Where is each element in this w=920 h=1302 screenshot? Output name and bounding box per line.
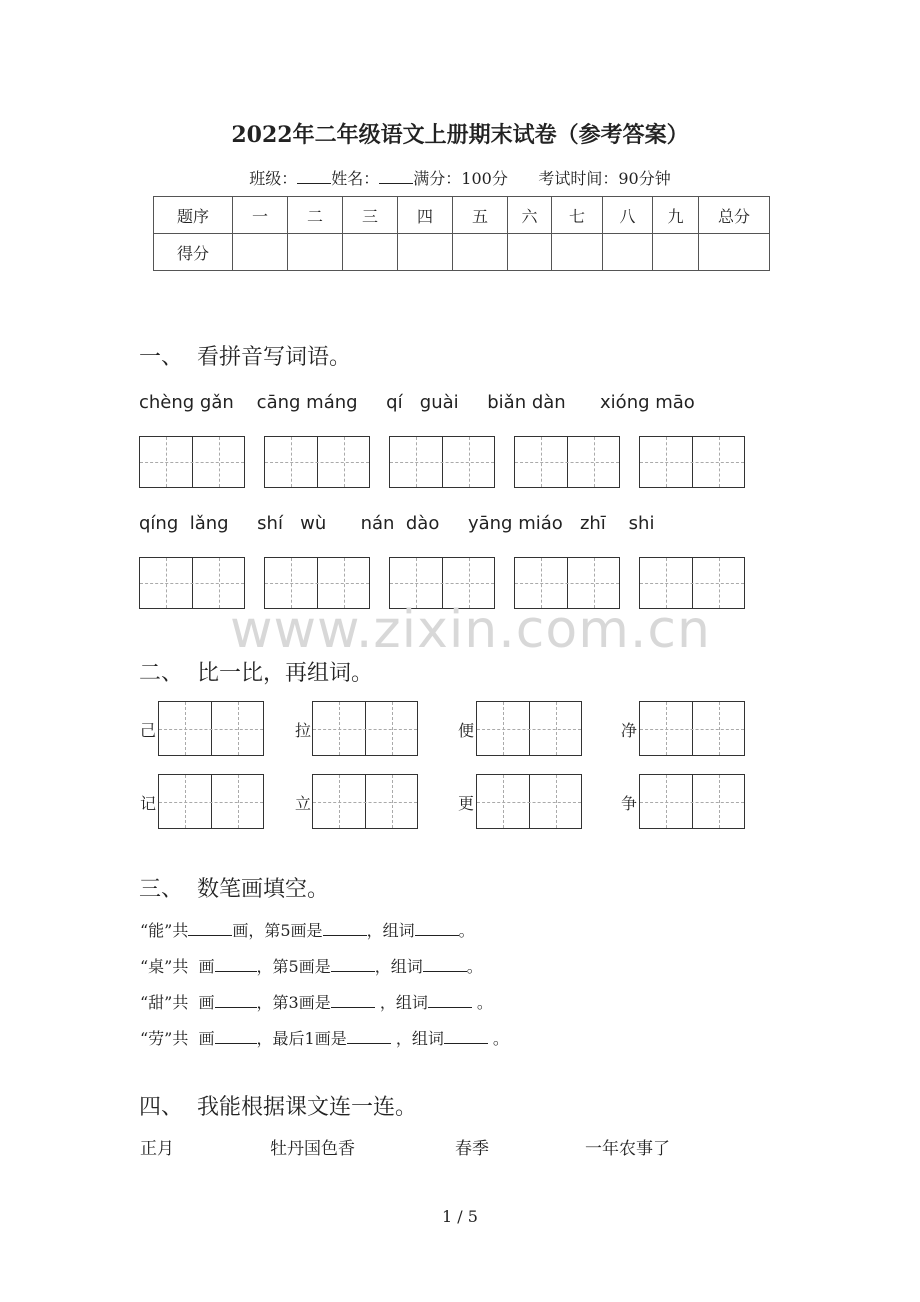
score-cell[interactable] (398, 234, 453, 271)
stroke-question (140, 1026, 509, 1049)
writing-grid[interactable] (139, 436, 245, 488)
answer-blank[interactable] (444, 1031, 488, 1044)
answer-blank[interactable] (423, 959, 467, 972)
score-table (153, 196, 770, 271)
writing-grid[interactable] (312, 701, 418, 756)
stroke-question (140, 990, 493, 1013)
score-cell[interactable] (343, 234, 398, 271)
writing-grid[interactable] (639, 436, 745, 488)
question-text: ，组词 (374, 957, 423, 976)
writing-grid[interactable] (514, 436, 620, 488)
question-text: “桌”共 画 (140, 957, 215, 976)
question-text: “能”共 (140, 921, 189, 940)
page-number: 1 / 5 (442, 1207, 478, 1226)
stroke-question (140, 918, 475, 941)
stroke-question (140, 954, 483, 977)
question-text: ，组词 (366, 921, 415, 940)
answer-blank[interactable] (331, 959, 375, 972)
score-header-cell: 六 (508, 197, 552, 234)
writing-grid[interactable] (264, 436, 370, 488)
answer-blank[interactable] (188, 923, 232, 936)
score-header-cell: 总分 (699, 197, 770, 234)
score-header-cell: 五 (453, 197, 508, 234)
section2-heading: 二、 比一比，再组词。 (139, 661, 373, 686)
match-item: 春季 (455, 1139, 489, 1159)
score-header-cell: 四 (398, 197, 453, 234)
score-cell[interactable] (288, 234, 343, 271)
compare-char: 记 (140, 794, 157, 813)
score-cell[interactable] (453, 234, 508, 271)
writing-grid[interactable] (158, 774, 264, 829)
section4-heading: 四、 我能根据课文连一连。 (139, 1095, 417, 1120)
question-text: 。 (487, 1029, 509, 1048)
question-text: ，最后1画是 (256, 1029, 347, 1048)
compare-char: 更 (458, 794, 475, 813)
pinyin-row-2: qíng lǎng shí wù nán dào yāng miáo zhī shi (139, 513, 655, 534)
compare-char: 便 (458, 721, 475, 740)
answer-blank[interactable] (323, 923, 367, 936)
score-cell[interactable] (653, 234, 699, 271)
score-header-cell: 一 (233, 197, 288, 234)
question-text: ，第3画是 (256, 993, 331, 1012)
score-header-cell: 题序 (154, 197, 233, 234)
match-item: 一年农事了 (585, 1139, 670, 1159)
answer-blank[interactable] (347, 1031, 391, 1044)
score-header-cell: 三 (343, 197, 398, 234)
class-blank (297, 169, 331, 184)
score-row-label: 得分 (154, 234, 233, 271)
score-header-cell: 八 (603, 197, 653, 234)
score-table-header-row (154, 197, 770, 234)
writing-grid[interactable] (639, 701, 745, 756)
answer-blank[interactable] (215, 959, 257, 972)
writing-grid[interactable] (476, 701, 582, 756)
class-label: 班级： (249, 169, 298, 188)
pinyin-row-1: chèng gǎn cāng máng qí guài biǎn dàn xióng māo (139, 392, 695, 413)
score-header-cell: 九 (653, 197, 699, 234)
exam-time: 考试时间：90分钟 (538, 169, 671, 188)
writing-grid[interactable] (312, 774, 418, 829)
answer-blank[interactable] (215, 995, 257, 1008)
compare-char: 净 (621, 721, 638, 740)
question-text: “甜”共 画 (140, 993, 215, 1012)
score-cell[interactable] (699, 234, 770, 271)
compare-char: 立 (295, 794, 312, 813)
match-item: 牡丹国色香 (270, 1139, 355, 1159)
score-cell[interactable] (508, 234, 552, 271)
exam-info (0, 166, 920, 189)
section1-heading: 一、 看拼音写词语。 (139, 345, 351, 370)
compare-char: 争 (621, 794, 638, 813)
answer-blank[interactable] (428, 995, 472, 1008)
section3-heading: 三、 数笔画填空。 (139, 877, 329, 902)
question-text: 。 (471, 993, 493, 1012)
writing-grid[interactable] (639, 774, 745, 829)
name-blank (379, 169, 413, 184)
answer-blank[interactable] (331, 995, 375, 1008)
compare-char: 己 (140, 721, 157, 740)
question-text: 画，第5画是 (232, 921, 323, 940)
answer-blank[interactable] (215, 1031, 257, 1044)
writing-grid[interactable] (476, 774, 582, 829)
writing-grid[interactable] (389, 436, 495, 488)
watermark: www.zixin.com.cn (230, 600, 711, 660)
score-header-cell: 二 (288, 197, 343, 234)
question-text: 。 (458, 921, 475, 940)
score-cell[interactable] (552, 234, 603, 271)
question-text: “劳”共 画 (140, 1029, 215, 1048)
question-text: ，组词 (390, 1029, 444, 1048)
question-text: ，第5画是 (256, 957, 331, 976)
compare-char: 拉 (295, 721, 312, 740)
full-score: 满分：100分 (413, 169, 508, 188)
writing-grid[interactable] (158, 701, 264, 756)
answer-blank[interactable] (415, 923, 459, 936)
score-cell[interactable] (603, 234, 653, 271)
match-item: 正月 (140, 1139, 174, 1159)
score-cell[interactable] (233, 234, 288, 271)
page-title: 2022年二年级语文上册期末试卷（参考答案） (231, 122, 689, 148)
name-label: 姓名： (331, 169, 380, 188)
question-text: ，组词 (374, 993, 428, 1012)
question-text: 。 (466, 957, 483, 976)
score-table-score-row (154, 234, 770, 271)
score-header-cell: 七 (552, 197, 603, 234)
